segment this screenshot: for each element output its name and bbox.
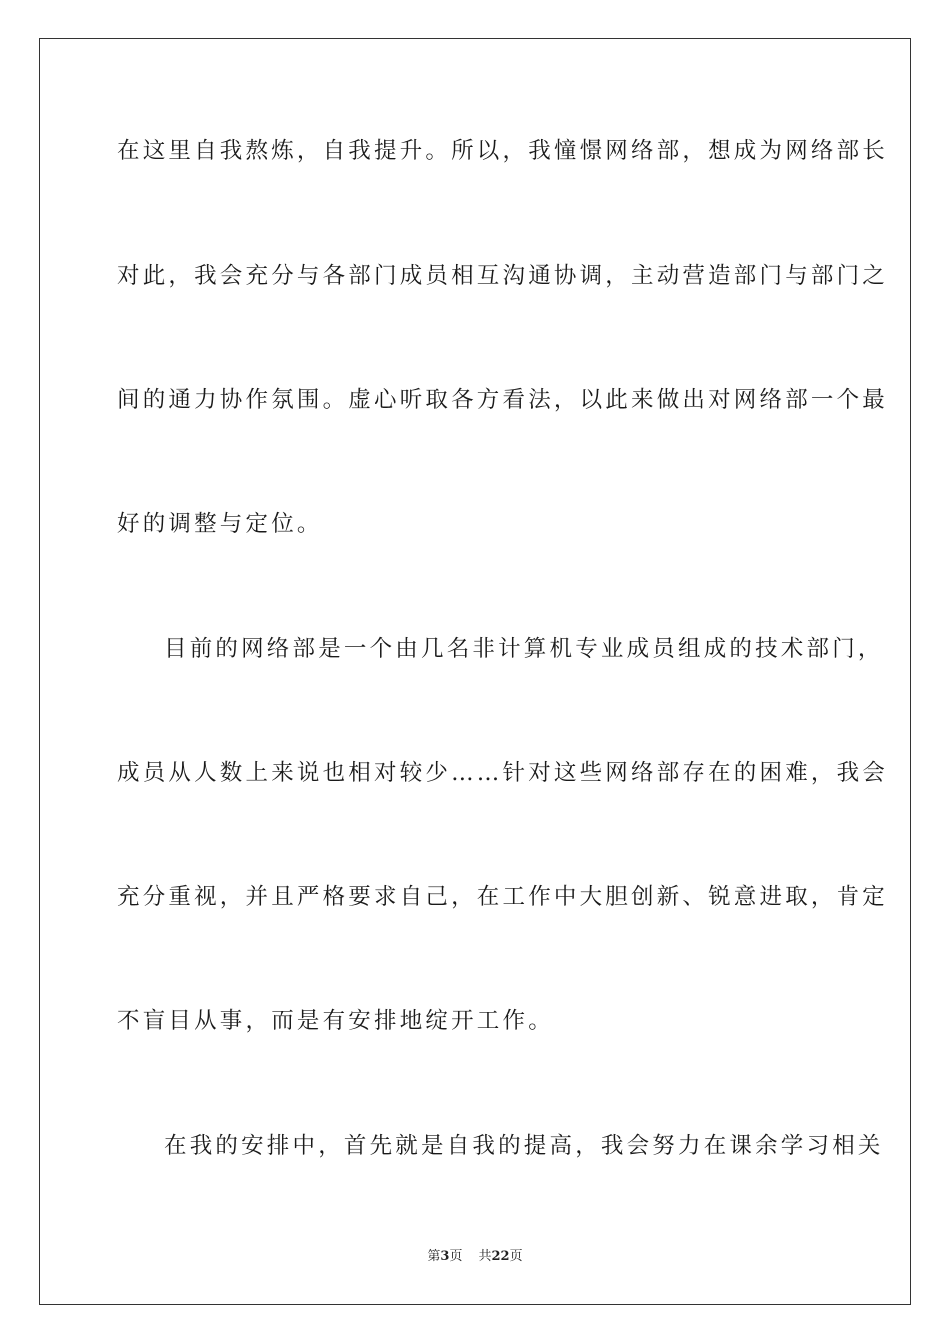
paragraph-line: 在我的安排中，首先就是自我的提高，我会努力在课余学习相关 [164, 1133, 884, 1159]
page-number: 3 [440, 1249, 450, 1264]
page-suffix: 页 [449, 1249, 463, 1264]
total-pages: 22 [491, 1249, 510, 1264]
paragraph-line: 对此，我会充分与各部门成员相互沟通协调，主动营造部门与部门之 [117, 263, 889, 289]
paragraph-line: 在这里自我熬炼，自我提升。所以，我憧憬网络部，想成为网络部长 [117, 138, 889, 164]
total-suffix: 页 [509, 1249, 523, 1264]
paragraph-line: 充分重视，并且严格要求自己，在工作中大胆创新、锐意进取，肯定 [117, 884, 889, 910]
paragraph-line: 不盲目从事，而是有安排地绽开工作。 [117, 1008, 554, 1034]
total-prefix: 共 [478, 1249, 492, 1264]
paragraph-line: 间的通力协作氛围。虚心听取各方看法，以此来做出对网络部一个最 [117, 387, 889, 413]
paragraph-line: 目前的网络部是一个由几名非计算机专业成员组成的技术部门， [164, 636, 884, 662]
paragraph-line: 好的调整与定位。 [117, 511, 323, 537]
page-prefix: 第 [427, 1249, 441, 1264]
paragraph-line: 成员从人数上来说也相对较少……针对这些网络部存在的困难，我会 [117, 760, 889, 786]
page-footer [0, 1248, 950, 1266]
page-border [39, 38, 911, 1305]
